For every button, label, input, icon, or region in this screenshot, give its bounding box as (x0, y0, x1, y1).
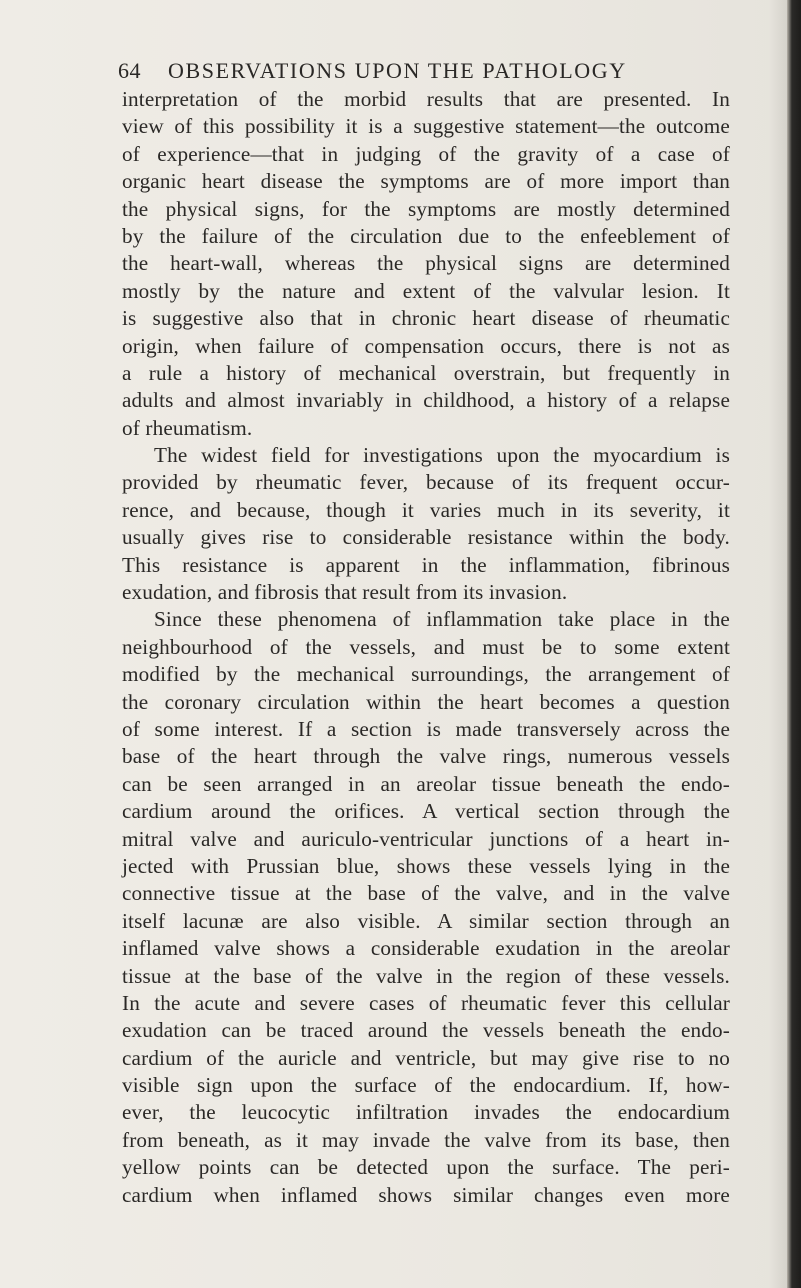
text-line: ever, the leucocytic infiltration invades the endocardium (122, 1100, 730, 1125)
text-line: of some interest. If a section is made transversely across the (122, 716, 730, 741)
text-line: view of this possibility it is a suggestive statement—the outcome (122, 114, 730, 139)
text-line: inflamed valve shows a considerable exudation in the areolar (122, 936, 730, 961)
page-gutter-shadow (769, 0, 787, 1288)
text-line: visible sign upon the surface of the endocardium. If, how- (122, 1073, 730, 1098)
text-line: mitral valve and auriculo-ventricular junctions of a heart in- (122, 826, 730, 851)
text-line: exudation can be traced around the vessels beneath the endo- (122, 1018, 730, 1043)
text-line: adults and almost invariably in childhood, a history of a relapse (122, 388, 730, 413)
text-line: from beneath, as it may invade the valve from its base, then (122, 1127, 730, 1152)
text-line: modified by the mechanical surroundings, the arrangement of (122, 662, 730, 687)
text-line: This resistance is apparent in the inflammation, fibrinous (122, 552, 730, 577)
text-line: the coronary circulation within the heart becomes a question (122, 689, 730, 714)
text-line: tissue at the base of the valve in the region of these vessels. (122, 963, 730, 988)
text-line: base of the heart through the valve rings, numerous vessels (122, 744, 730, 769)
text-line: cardium of the auricle and ventricle, but may give rise to no (122, 1045, 730, 1070)
text-line: neighbourhood of the vessels, and must be to some extent (122, 634, 730, 659)
book-edge (787, 0, 801, 1288)
text-line: connective tissue at the base of the valve, and in the valve (122, 881, 730, 906)
text-line: cardium when inflamed shows similar changes even more (122, 1182, 730, 1207)
text-line: interpretation of the morbid results that are presented. In (122, 87, 730, 111)
text-line: origin, when failure of compensation occurs, there is not as (122, 333, 730, 358)
text-line: is suggestive also that in chronic heart disease of rheumatic (122, 306, 730, 331)
text-line: rence, and because, though it varies much in its severity, it (122, 497, 730, 522)
text-line: Since these phenomena of inflammation take place in the (154, 607, 730, 632)
text-line: The widest field for investigations upon the myocardium is (154, 443, 730, 468)
text-line: exudation, and fibrosis that result from its invasion. (122, 580, 568, 605)
running-head: OBSERVATIONS UPON THE PATHOLOGY (168, 58, 627, 83)
text-line: the heart-wall, whereas the physical signs are determined (122, 251, 730, 276)
text-line: provided by rheumatic fever, because of its frequent occur- (122, 470, 730, 495)
text-line: yellow points can be detected upon the surface. The peri- (122, 1155, 730, 1180)
paragraph (122, 86, 730, 442)
text-line: itself lacunæ are also visible. A similar section through an (122, 908, 730, 933)
text-line: mostly by the nature and extent of the valvular lesion. It (122, 278, 730, 303)
text-line: of experience—that in judging of the gravity of a case of (122, 141, 730, 166)
body-text (122, 86, 730, 1209)
page-number: 64 (118, 58, 141, 83)
text-line: usually gives rise to considerable resistance within the body. (122, 525, 730, 550)
text-line: a rule a history of mechanical overstrain, but frequently in (122, 360, 730, 385)
text-line: of rheumatism. (122, 415, 253, 440)
text-line: jected with Prussian blue, shows these vessels lying in the (122, 853, 730, 878)
paragraph (122, 442, 730, 606)
paragraph (122, 606, 730, 1209)
text-line: by the failure of the circulation due to the enfeeblement of (122, 223, 730, 248)
text-line: organic heart disease the symptoms are of more import than (122, 169, 730, 194)
text-line: the physical signs, for the symptoms are mostly determined (122, 196, 730, 221)
text-line: can be seen arranged in an areolar tissue beneath the endo- (122, 771, 730, 796)
text-line: cardium around the orifices. A vertical section through the (122, 799, 730, 824)
text-line: In the acute and severe cases of rheumatic fever this cellular (122, 990, 730, 1015)
